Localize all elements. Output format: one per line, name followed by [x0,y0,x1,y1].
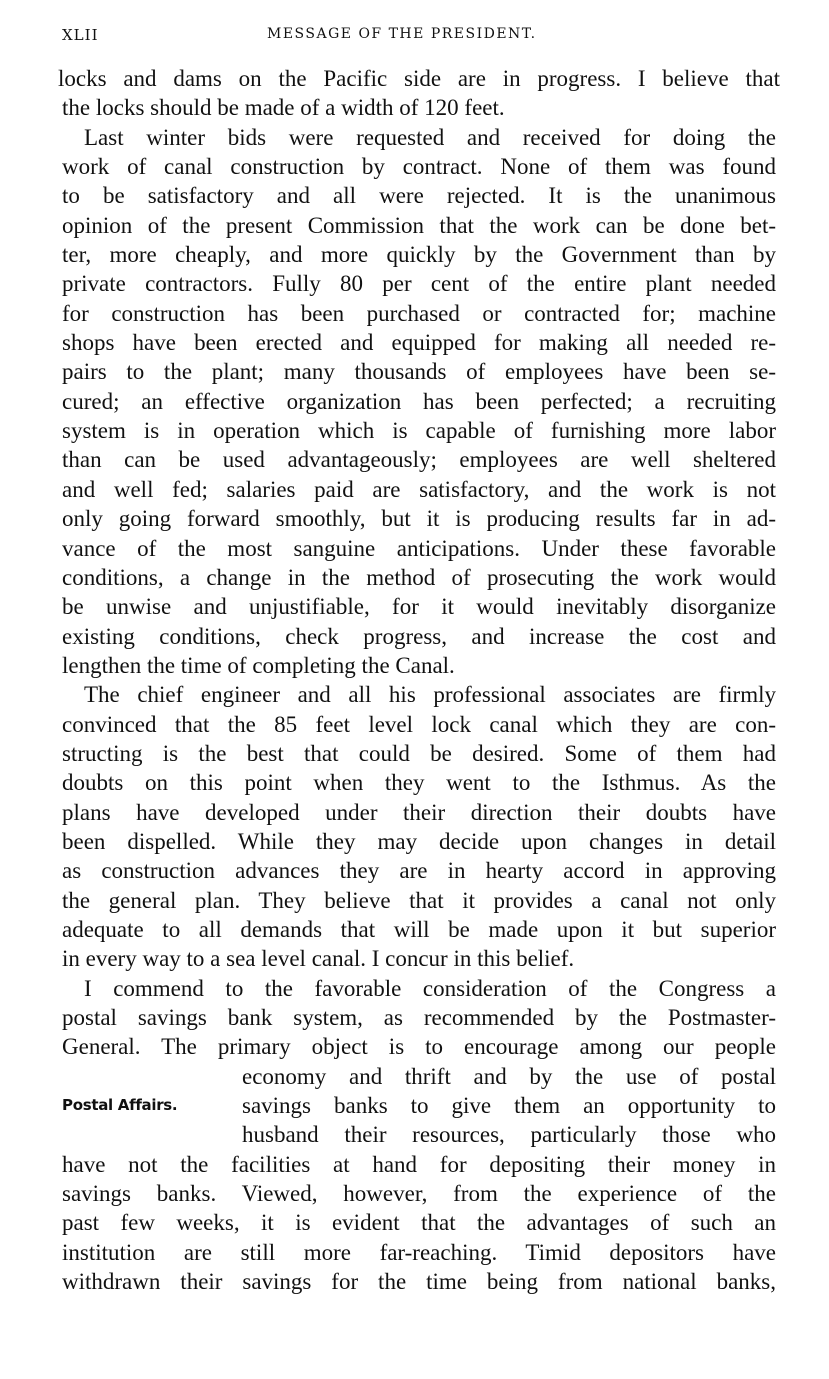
page-number: XLII [62,26,99,44]
text-line: private contractors. Fully 80 per cent of the entire plant needed [62,271,776,297]
text-line: structing is the best that could be desired. Some of them had [62,740,776,766]
text-line: existing conditions, check progress, and increase the cost and [62,623,776,649]
text-line: past few weeks, it is evident that the advantages of such an [62,1210,776,1236]
text-line: the general plan. They believe that it provides a canal not only [62,887,776,913]
paragraph-start-line: The chief engineer and all his professional associates are firmly [84,682,776,708]
paragraph-start-line: I commend to the favorable consideration of the Congress a [84,975,776,1001]
text-line: only going forward smoothly, but it is producing results far in ad- [62,506,776,532]
text-line: postal savings bank system, as recommended by the Postmaster- [62,1005,776,1030]
text-line: doubts on this point when they went to the Isthmus. As the [62,770,776,796]
text-line: savings banks to give them an opportunity to [242,1093,776,1119]
text-line: opinion of the present Commission that the work can be done bet- [62,212,776,238]
text-line: locks and dams on the Pacific side are in progress. I believe that [58,66,780,91]
text-line: lengthen the time of completing the Canal. [62,652,455,678]
text-line: have not the facilities at hand for depositing their money in [62,1151,776,1177]
text-line: adequate to all demands that will be made upon it but superior [62,916,776,942]
text-line: savings banks. Viewed, however, from the experience of the [62,1181,776,1207]
text-line: for construction has been purchased or contracted for; machine [62,300,776,326]
text-line: vance of the most sanguine anticipations. Under these favorable [62,535,776,561]
running-title: MESSAGE OF THE PRESIDENT. [267,26,537,42]
text-line: than can be used advantageously; employees are well sheltered [62,447,776,473]
text-line: conditions, a change in the method of prosecuting the work would [62,564,776,590]
page-header [62,26,774,50]
text-line: pairs to the plant; many thousands of employees have been se- [62,359,776,385]
text-line: ter, more cheaply, and more quickly by the Government than by [62,242,776,268]
text-line: husband their resources, particularly those who [242,1122,776,1148]
text-line: work of canal construction by contract. None of them was found [62,154,776,180]
text-line: General. The primary object is to encourage among our people [62,1034,776,1060]
text-line: cured; an effective organization has been perfected; a recruiting [62,388,776,414]
paragraph-start-line: Last winter bids were requested and received for doing the [84,124,776,150]
text-line: plans have developed under their direction their doubts have [62,799,776,825]
text-line: convinced that the 85 feet level lock canal which they are con- [62,711,776,737]
text-line: and well fed; salaries paid are satisfactory, and the work is not [62,476,776,502]
body-text [58,64,780,1296]
text-line: be unwise and unjustifiable, for it would inevitably disorganize [62,594,776,620]
sidenote-row [62,1091,776,1120]
text-line: been dispelled. While they may decide upon changes in detail [62,828,776,854]
text-line: system is in operation which is capable of furnishing more labor [62,418,776,444]
text-line: the locks should be made of a width of 120 feet. [62,95,505,121]
text-line: institution are still more far-reaching. Timid depositors have [62,1239,776,1265]
text-line: in every way to a sea level canal. I concur in this belief. [62,946,575,972]
text-line: withdrawn their savings for the time being from national banks, [62,1269,776,1295]
text-line: economy and thrift and by the use of postal [242,1063,776,1089]
text-line: to be satisfactory and all were rejected. It is the unanimous [62,183,776,209]
text-line: shops have been erected and equipped for making all needed re- [62,330,776,356]
text-line: as construction advances they are in hearty accord in approving [62,858,776,884]
margin-sidenote: Postal Affairs. [62,1096,178,1115]
